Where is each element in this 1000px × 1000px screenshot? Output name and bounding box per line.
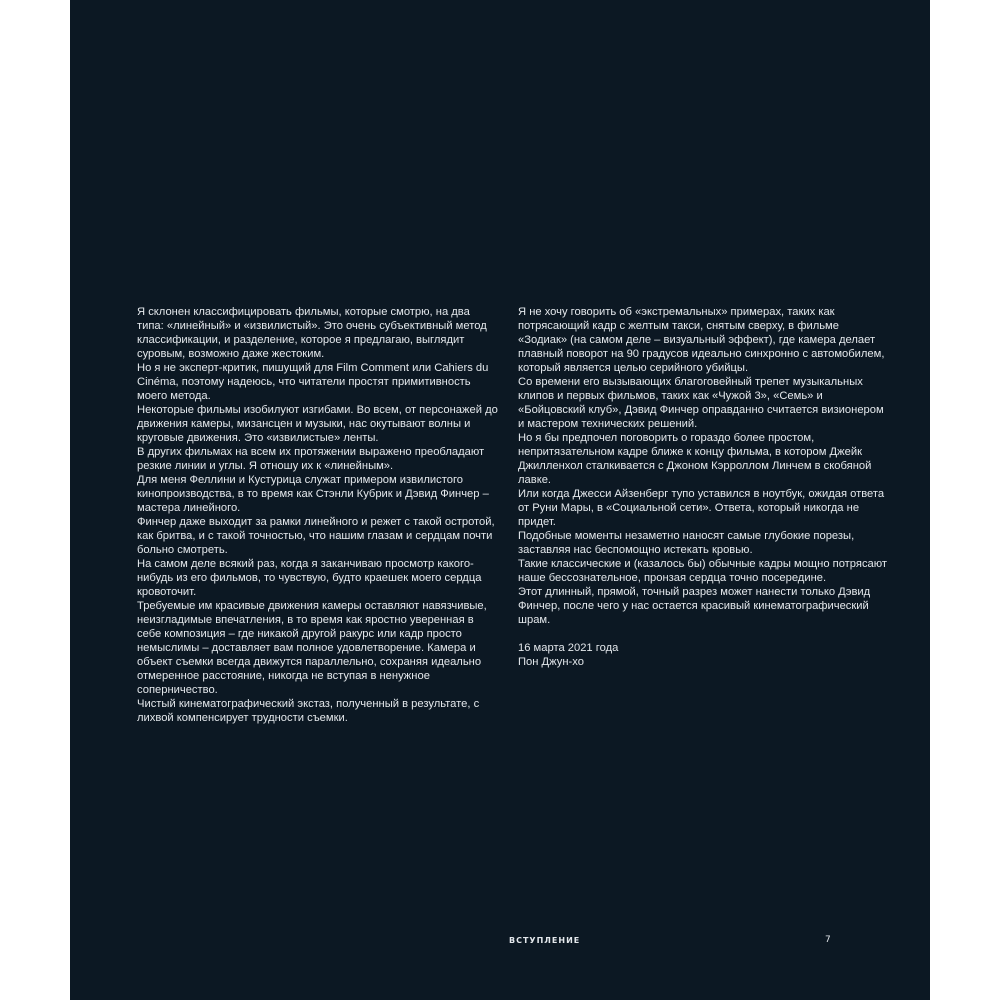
paragraph: Такие классические и (казалось бы) обычные кадры мощно потрясают наше бессознательное, пронзая сердца точно посередине.: [518, 558, 888, 584]
paragraph: Подобные моменты незаметно наносят самые глубокие порезы, заставляя нас беспомощно истекать кровью.: [518, 530, 855, 556]
page-number: 7: [825, 935, 831, 945]
paragraph: Я склонен классифицировать фильмы, которые смотрю, на два типа: «линейный» и «извилистый». Это очень субъективный метод классификации, и разделение, которое я предлагаю, выглядит суровым, возможно даже жестоким.: [137, 306, 487, 360]
paragraph: Но я бы предпочел поговорить о гораздо более простом, непритязательном кадре ближе к концу фильма, в котором Джейк Джилленхол сталкивается с Джоном Кэрроллом Линчем в скобяной лавке.: [518, 432, 872, 486]
book-page: [70, 0, 930, 1000]
paragraph: Требуемые им красивые движения камеры оставляют навязчивые, неизгладимые впечатления, в то время как яростно уверенная в себе композиция – где никакой другой ракурс или кадр просто немыслимы – доставляет вам полное удовлетворение. Камера и объект съемки всегда движутся параллельно, сохраняя идеально отмеренное расстояние, никогда не вступая в ненужное соперничество.: [137, 600, 487, 696]
paragraph: Но я не эксперт-критик, пишущий для Film Comment или Cahiers du Cinéma, поэтому надеюсь, что читатели простят примитивность моего метода.: [137, 362, 489, 402]
paragraph: Чистый кинематографический экстаз, полученный в результате, с лихвой компенсирует трудности съемки.: [137, 698, 480, 724]
paragraph: Для меня Феллини и Кустурица служат примером извилистого кинопроизводства, в то время как Стэнли Кубрик и Дэвид Финчер – мастера линейного.: [137, 474, 489, 514]
right-text-column: [518, 305, 890, 669]
signature-date: 16 марта 2021 года: [518, 642, 619, 654]
paragraph: Или когда Джесси Айзенберг тупо уставился в ноутбук, ожидая ответа от Руни Мары, в «Социальной сети». Ответа, который никогда не придет.: [518, 488, 885, 528]
paragraph: Со времени его вызывающих благоговейный трепет музыкальных клипов и первых фильмов, таких как «Чужой 3», «Семь» и «Бойцовский клуб», Дэвид Финчер оправданно считается визионером и мастером технических решений.: [518, 376, 884, 430]
paragraph: Некоторые фильмы изобилуют изгибами. Во всем, от персонажей до движения камеры, мизансцен и музыки, нас окутывают волны и круговые движения. Это «извилистые» ленты.: [137, 404, 498, 444]
paragraph: На самом деле всякий раз, когда я заканчиваю просмотр какого-нибудь из его фильмов, то чувствую, будто краешек моего сердца кровоточит.: [137, 558, 482, 598]
signature-author: Пон Джун-хо: [518, 656, 584, 668]
left-text-column: [137, 305, 499, 725]
paragraph: В других фильмах на всем их протяжении выражено преобладают резкие линии и углы. Я отношу их к «линейным».: [137, 446, 485, 472]
running-footer-section: ВСТУПЛЕНИЕ: [509, 936, 581, 945]
paragraph: Финчер даже выходит за рамки линейного и режет с такой остротой, как бритва, и с такой точностью, что нашим глазам и сердцам почти больно смотреть.: [137, 516, 495, 556]
paragraph: Я не хочу говорить об «экстремальных» примерах, таких как потрясающий кадр с желтым такси, снятым сверху, в фильме «Зодиак» (на самом деле – визуальный эффект), где камера делает плавный поворот на 90 градусов идеально синхронно с автомобилем, который является целью серийного убийцы.: [518, 306, 885, 374]
paragraph: Этот длинный, прямой, точный разрез может нанести только Дэвид Финчер, после чего у нас остается красивый кинематографический шрам.: [518, 586, 871, 626]
